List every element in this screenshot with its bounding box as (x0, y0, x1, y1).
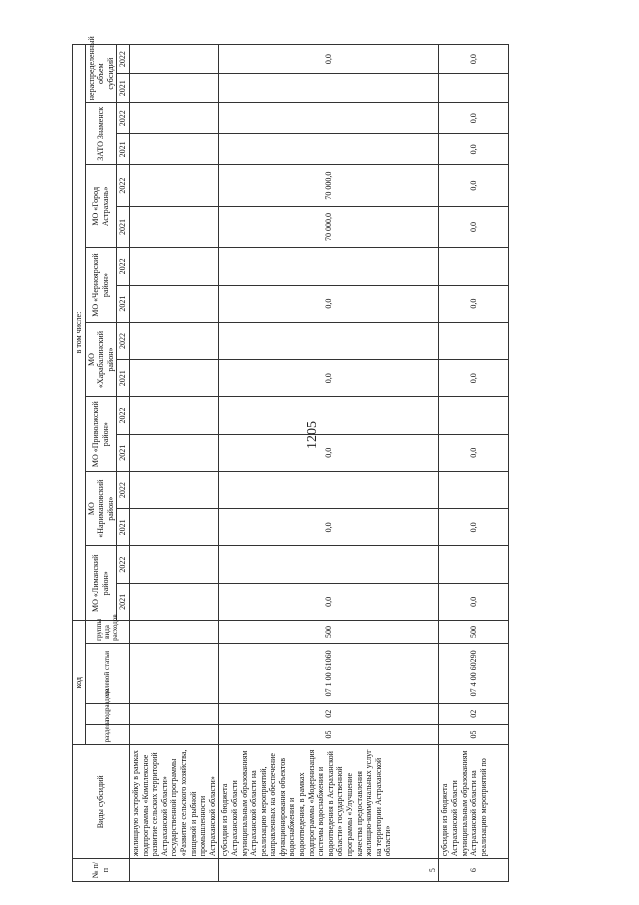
row-vid: 500 (219, 621, 439, 644)
value-cell (219, 103, 439, 134)
header-mo-astrakhan: МО «Город Астрахань» (85, 165, 117, 248)
value-cell: 0,0 (219, 45, 439, 74)
year-2022: 2022 (117, 103, 130, 134)
subsidy-table (72, 36, 509, 882)
header-mo-privolzh: МО «Приволжский район» (85, 397, 117, 472)
year-2021: 2021 (117, 434, 130, 471)
year-2022: 2022 (117, 546, 130, 583)
value-cell (129, 471, 218, 508)
row-vid (129, 621, 218, 644)
value-cell: 0,0 (439, 134, 509, 165)
table-row (439, 45, 509, 882)
value-cell (129, 45, 218, 74)
value-cell (129, 103, 218, 134)
header-in-total: в том числе: (73, 45, 86, 621)
header-vid: группы вида расходов (85, 621, 129, 644)
value-cell (219, 248, 439, 285)
year-2021: 2021 (117, 583, 130, 620)
value-cell (439, 471, 509, 508)
value-cell (439, 397, 509, 434)
row-vid: 500 (439, 621, 509, 644)
value-cell: 0,0 (219, 583, 439, 620)
value-cell (219, 322, 439, 359)
year-2021: 2021 (117, 360, 130, 397)
row-type: субсидия из бюджета Астраханской области муниципальным образованиям Астраханской области на реализацию мероприятий по (439, 745, 509, 859)
value-cell: 0,0 (439, 165, 509, 206)
row-num: 6 (439, 859, 509, 882)
year-2022: 2022 (117, 165, 130, 206)
value-cell: 0,0 (439, 285, 509, 322)
value-cell: 0,0 (219, 509, 439, 546)
year-2021: 2021 (117, 206, 130, 247)
value-cell (129, 360, 218, 397)
value-cell (129, 206, 218, 247)
header-razdel: раздела (85, 724, 129, 745)
row-statya: 07 4 00 60290 (439, 643, 509, 703)
value-cell (219, 397, 439, 434)
header-mo-liman: МО «Лиманский район» (85, 546, 117, 621)
row-razdel: 05 (219, 724, 439, 745)
header-num: № п/п (73, 859, 130, 882)
value-cell (129, 74, 218, 103)
year-2021: 2021 (117, 285, 130, 322)
value-cell (129, 285, 218, 322)
value-cell: 0,0 (439, 583, 509, 620)
row-razdel: 05 (439, 724, 509, 745)
value-cell: 0,0 (439, 434, 509, 471)
value-cell (129, 509, 218, 546)
row-razdel (129, 724, 218, 745)
year-2022: 2022 (117, 248, 130, 285)
year-2021: 2021 (117, 134, 130, 165)
table-row (219, 45, 439, 882)
header-type: Виды субсидий (73, 745, 130, 859)
value-cell (129, 322, 218, 359)
year-2021: 2021 (117, 74, 130, 103)
value-cell (219, 471, 439, 508)
value-cell (129, 165, 218, 206)
year-2022: 2022 (117, 322, 130, 359)
value-cell (129, 583, 218, 620)
row-podrazdel: 02 (439, 703, 509, 724)
value-cell (219, 546, 439, 583)
value-cell (129, 397, 218, 434)
row-type: субсидия из бюджета Астраханской области муниципальным образованиям Астраханской области на реализацию мероприятий, направленных на обеспечение функционирования объектов водоснабжения и водоотведения, в рамках подпрограммы «Модернизация системы водоснабжения и водоотведения в Астраханской области» государственной программы «Улучшение качества предоставления жилищно-коммунальных услуг на территории Астраханской области» (219, 745, 439, 859)
year-2022: 2022 (117, 397, 130, 434)
value-cell (439, 322, 509, 359)
row-type: жилищную застройку в рамках подпрограммы «Комплексное развитие сельских территорий Астраханской области» государственной программы «Развитие сельского хозяйства, пищевой и рыбной промышленности Астраханской области» (129, 745, 218, 859)
header-unallocated: нераспределенный объем субсидий (85, 45, 117, 103)
value-cell (129, 134, 218, 165)
value-cell: 70 000,0 (219, 165, 439, 206)
value-cell: 0,0 (439, 509, 509, 546)
header-zato-znamensk: ЗАТО Знаменск (85, 103, 117, 165)
table-row (129, 45, 218, 882)
header-mo-narimanov: МО «Наримановский район» (85, 471, 117, 546)
header-mo-chernoyar: МО «Черноярский район» (85, 248, 117, 323)
value-cell (219, 74, 439, 103)
row-statya: 07 1 00 61060 (219, 643, 439, 703)
value-cell (439, 248, 509, 285)
header-podrazdel: подраздела (85, 703, 129, 724)
value-cell: 0,0 (439, 103, 509, 134)
row-num (129, 859, 218, 882)
row-num: 5 (219, 859, 439, 882)
value-cell: 0,0 (219, 285, 439, 322)
year-2022: 2022 (117, 45, 130, 74)
header-statya: целевой статьи (85, 643, 129, 703)
header-code: код (73, 621, 86, 745)
row-podrazdel: 02 (219, 703, 439, 724)
year-2022: 2022 (117, 471, 130, 508)
header-mo-kharabali: МО «Харабалинский район» (85, 322, 117, 397)
value-cell (129, 546, 218, 583)
value-cell: 70 000,0 (219, 206, 439, 247)
year-2021: 2021 (117, 509, 130, 546)
value-cell (129, 434, 218, 471)
value-cell: 0,0 (439, 206, 509, 247)
row-podrazdel (129, 703, 218, 724)
value-cell (219, 134, 439, 165)
value-cell: 0,0 (439, 360, 509, 397)
row-statya (129, 643, 218, 703)
value-cell (129, 248, 218, 285)
value-cell: 0,0 (439, 45, 509, 74)
value-cell: 0,0 (219, 434, 439, 471)
value-cell (439, 74, 509, 103)
page-number: 1205 (305, 421, 320, 449)
value-cell: 0,0 (219, 360, 439, 397)
rotated-table (72, 36, 552, 882)
value-cell (439, 546, 509, 583)
